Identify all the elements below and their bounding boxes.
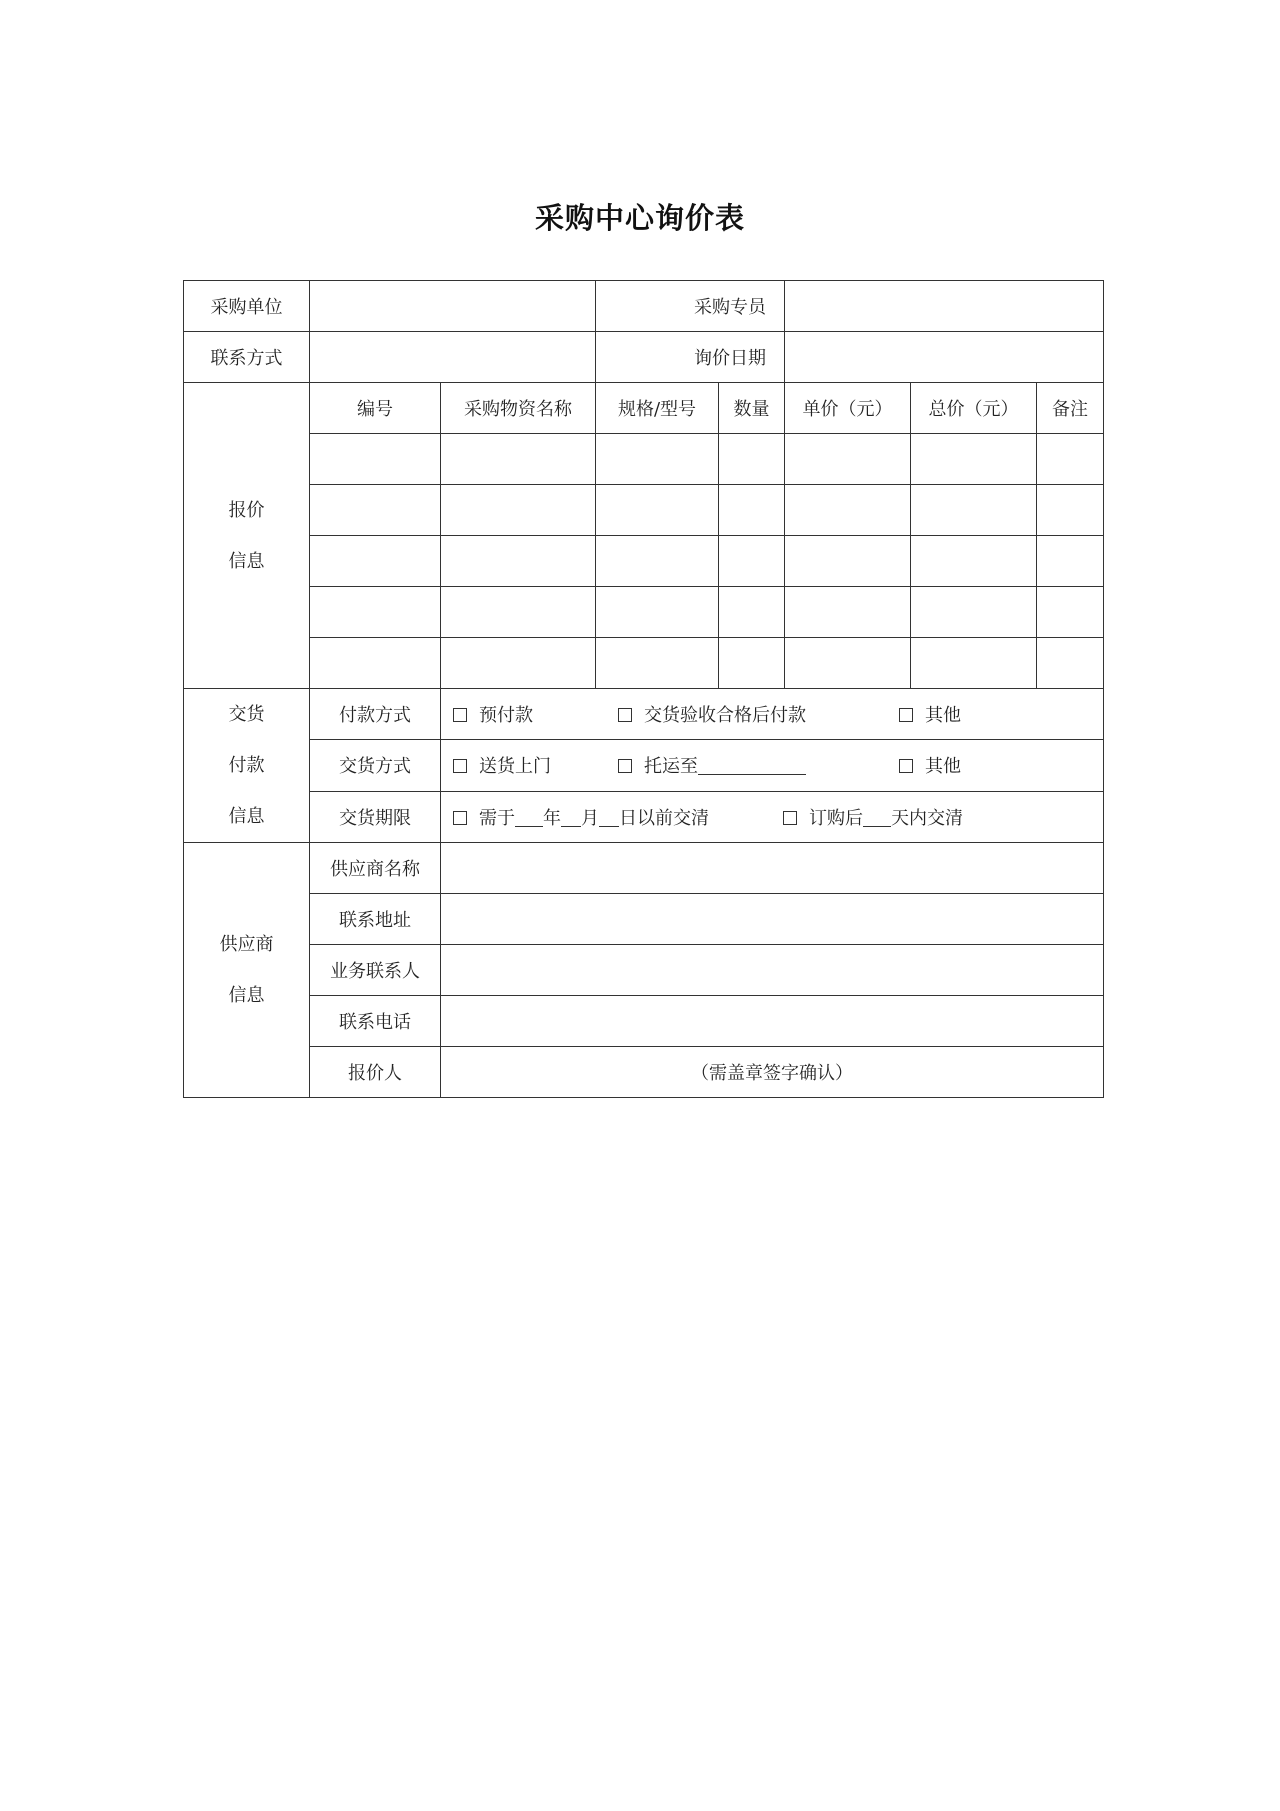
cell-total-price[interactable] [911, 536, 1037, 587]
cell-quantity[interactable] [719, 434, 785, 485]
shipping-option-consign[interactable] [618, 752, 806, 778]
header-row-1 [184, 281, 1104, 332]
supplier-section-label [184, 843, 310, 1098]
deadline-option-by-date[interactable] [453, 804, 709, 830]
option-label: 其他 [925, 705, 961, 727]
supplier-address-label: 联系地址 [310, 894, 441, 945]
cell-number[interactable] [310, 485, 441, 536]
checkbox-icon[interactable] [899, 759, 913, 773]
section-label-line: 付款 [228, 755, 265, 776]
cell-quantity[interactable] [719, 485, 785, 536]
quote-row [184, 536, 1104, 587]
cell-quantity[interactable] [719, 536, 785, 587]
checkbox-icon[interactable] [453, 811, 467, 825]
quote-section-label [184, 383, 310, 689]
cell-unit-price[interactable] [785, 638, 911, 689]
cell-remarks[interactable] [1037, 434, 1104, 485]
cell-item-name[interactable] [441, 536, 596, 587]
quote-header-row [184, 383, 1104, 434]
cell-remarks[interactable] [1037, 536, 1104, 587]
shipping-row [184, 740, 1104, 791]
cell-quantity[interactable] [719, 638, 785, 689]
col-header-number: 编号 [310, 383, 441, 434]
supplier-phone-label: 联系电话 [310, 996, 441, 1047]
page-title: 采购中心询价表 [534, 201, 745, 235]
section-label-line: 信息 [228, 985, 265, 1006]
quoter-label: 报价人 [310, 1047, 441, 1098]
cell-number[interactable] [310, 587, 441, 638]
inquiry-date-field[interactable] [785, 332, 1104, 383]
cell-remarks[interactable] [1037, 638, 1104, 689]
section-label-line: 供应商 [219, 934, 274, 955]
cell-number[interactable] [310, 536, 441, 587]
checkbox-icon[interactable] [618, 708, 632, 722]
cell-spec[interactable] [596, 434, 719, 485]
cell-unit-price[interactable] [785, 485, 911, 536]
checkbox-icon[interactable] [453, 708, 467, 722]
year-blank[interactable] [515, 808, 543, 827]
section-label-line: 信息 [228, 806, 265, 827]
supplier-name-field[interactable] [441, 843, 1104, 894]
days-blank[interactable] [863, 808, 891, 827]
payment-options [441, 689, 1104, 740]
col-header-quantity: 数量 [719, 383, 785, 434]
supplier-contact-person-label: 业务联系人 [310, 945, 441, 996]
shipping-label: 交货方式 [310, 740, 441, 791]
payment-option-prepay[interactable] [453, 701, 533, 727]
payment-option-after-acceptance[interactable] [618, 701, 806, 727]
cell-number[interactable] [310, 638, 441, 689]
supplier-contact-person-field[interactable] [441, 945, 1104, 996]
section-label-line: 交货 [228, 704, 265, 725]
payment-option-other[interactable] [899, 701, 961, 727]
option-label: 交货验收合格后付款 [644, 705, 806, 727]
quoter-signature-field[interactable]: （需盖章签字确认） [441, 1047, 1104, 1098]
col-header-item-name: 采购物资名称 [441, 383, 596, 434]
day-blank[interactable] [599, 808, 619, 827]
quote-row [184, 638, 1104, 689]
contact-label: 联系方式 [184, 332, 310, 383]
quote-row [184, 434, 1104, 485]
option-label: 送货上门 [479, 756, 551, 778]
option-label: 月 [581, 807, 599, 829]
deadline-row [184, 791, 1104, 842]
cell-spec[interactable] [596, 587, 719, 638]
quote-row [184, 587, 1104, 638]
inquiry-form-table [183, 280, 1104, 1098]
supplier-row [184, 894, 1104, 945]
cell-spec[interactable] [596, 536, 719, 587]
shipping-option-other[interactable] [899, 752, 961, 778]
deadline-option-within-days[interactable] [783, 804, 963, 830]
inquiry-date-label: 询价日期 [596, 332, 785, 383]
cell-unit-price[interactable] [785, 587, 911, 638]
option-label: 年 [543, 807, 561, 829]
month-blank[interactable] [561, 808, 581, 827]
consign-destination-blank[interactable] [698, 756, 806, 775]
cell-item-name[interactable] [441, 485, 596, 536]
cell-unit-price[interactable] [785, 434, 911, 485]
supplier-name-label: 供应商名称 [310, 843, 441, 894]
option-label: 其他 [925, 756, 961, 778]
supplier-address-field[interactable] [441, 894, 1104, 945]
cell-quantity[interactable] [719, 587, 785, 638]
option-label: 日以前交清 [619, 807, 709, 829]
option-label: 预付款 [479, 705, 533, 727]
buyer-field[interactable] [785, 281, 1104, 332]
option-label: 托运至 [644, 756, 698, 778]
supplier-row [184, 945, 1104, 996]
shipping-option-door[interactable] [453, 752, 551, 778]
checkbox-icon[interactable] [453, 759, 467, 773]
cell-spec[interactable] [596, 485, 719, 536]
cell-item-name[interactable] [441, 587, 596, 638]
option-label: 天内交清 [891, 807, 963, 829]
col-header-remarks: 备注 [1037, 383, 1104, 434]
cell-remarks[interactable] [1037, 587, 1104, 638]
supplier-phone-field[interactable] [441, 996, 1104, 1047]
col-header-total-price: 总价（元） [911, 383, 1037, 434]
option-label: 需于 [479, 807, 515, 829]
supplier-row [184, 1047, 1104, 1098]
checkbox-icon[interactable] [618, 759, 632, 773]
header-row-2 [184, 332, 1104, 383]
cell-unit-price[interactable] [785, 536, 911, 587]
deadline-options [441, 791, 1104, 842]
payment-row [184, 689, 1104, 740]
checkbox-icon[interactable] [783, 811, 797, 825]
buyer-label: 采购专员 [596, 281, 785, 332]
payment-label: 付款方式 [310, 689, 441, 740]
section-label-line: 信息 [228, 550, 265, 572]
cell-spec[interactable] [596, 638, 719, 689]
cell-item-name[interactable] [441, 434, 596, 485]
purchasing-unit-label: 采购单位 [184, 281, 310, 332]
cell-number[interactable] [310, 434, 441, 485]
purchasing-unit-field[interactable] [310, 281, 596, 332]
delivery-section-label [184, 689, 310, 843]
cell-remarks[interactable] [1037, 485, 1104, 536]
quote-row [184, 485, 1104, 536]
cell-total-price[interactable] [911, 587, 1037, 638]
cell-total-price[interactable] [911, 638, 1037, 689]
cell-item-name[interactable] [441, 638, 596, 689]
checkbox-icon[interactable] [899, 708, 913, 722]
deadline-label: 交货期限 [310, 791, 441, 842]
col-header-spec: 规格/型号 [596, 383, 719, 434]
cell-total-price[interactable] [911, 434, 1037, 485]
cell-total-price[interactable] [911, 485, 1037, 536]
option-label: 订购后 [809, 807, 863, 829]
section-label-line: 报价 [228, 499, 265, 521]
shipping-options [441, 740, 1104, 791]
contact-field[interactable] [310, 332, 596, 383]
supplier-row [184, 996, 1104, 1047]
col-header-unit-price: 单价（元） [785, 383, 911, 434]
supplier-row [184, 843, 1104, 894]
